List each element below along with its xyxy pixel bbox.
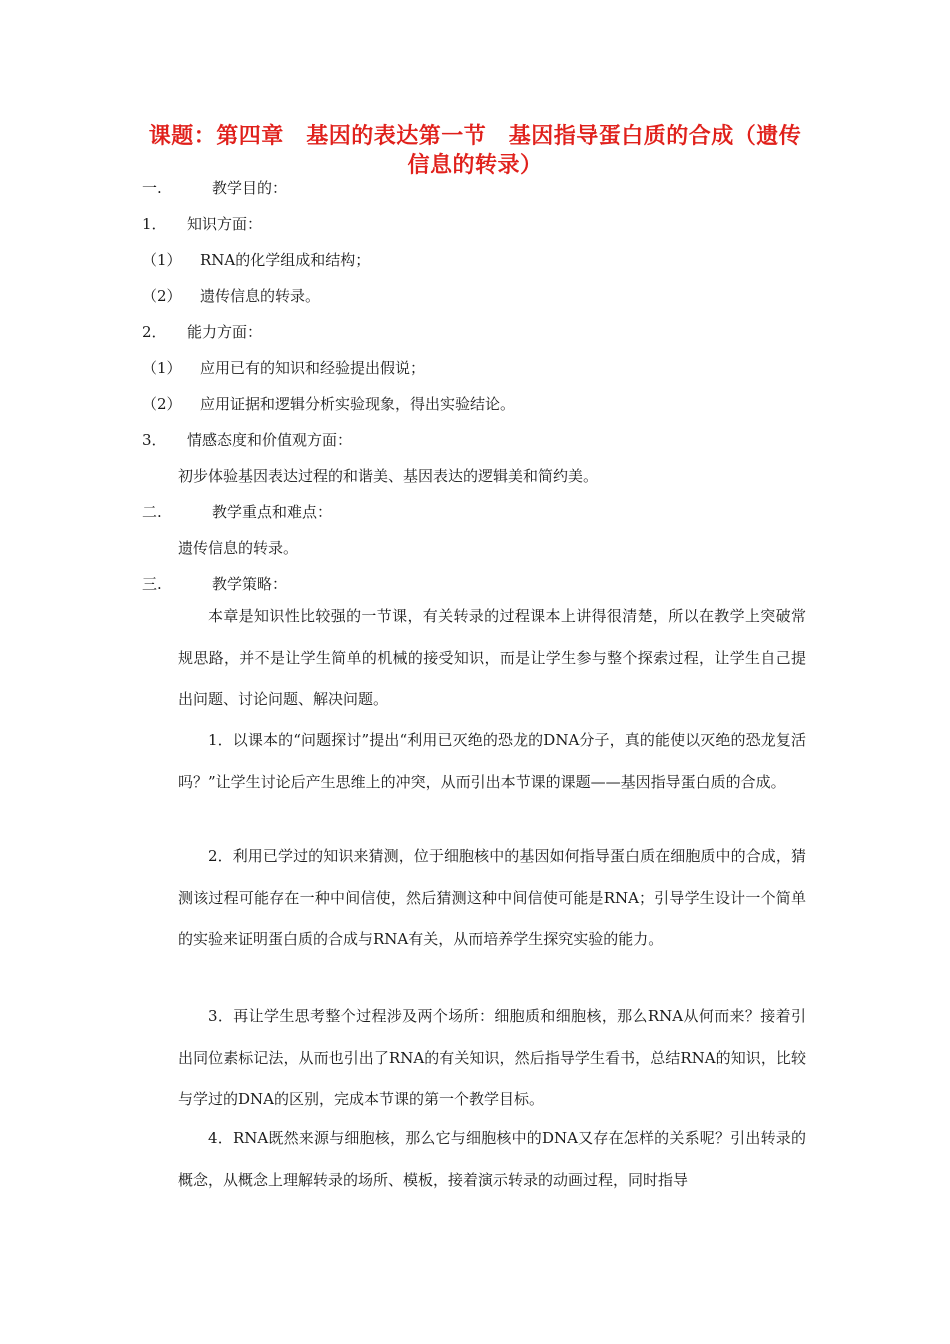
subsection-label: 能力方面：	[187, 323, 263, 341]
paragraph: 4．RNA既然来源与细胞核，那么它与细胞核中的DNA又存在怎样的关系呢？引出转录的概念，从概念上理解转录的场所、模板，接着演示转录的动画过程，同时指导	[178, 1129, 806, 1189]
list-item-number: （1）	[142, 251, 182, 269]
list-item-text: 应用证据和逻辑分析实验现象，得出实验结论。	[200, 395, 516, 413]
list-item-text: 遗传信息的转录。	[200, 287, 321, 305]
subsection-heading-1-1	[142, 214, 262, 234]
subsection-number: 3．	[142, 431, 167, 449]
paragraph: 3．再让学生思考整个过程涉及两个场所：细胞质和细胞核，那么RNA从何而来？接着引出同位素标记法，从而也引出了RNA的有关知识，然后指导学生看书，总结RNA的知识，比较与学过的DNA的区别，完成本节课的第一个教学目标。	[178, 1007, 806, 1108]
subsection-heading-1-3	[142, 430, 352, 450]
list-item	[142, 286, 320, 306]
list-item	[142, 250, 370, 270]
list-item-number: （2）	[142, 287, 182, 305]
subsection-number: 1．	[142, 215, 167, 233]
section-label: 教学重点和难点：	[212, 503, 333, 521]
list-item-text: 应用已有的知识和经验提出假说；	[200, 359, 426, 377]
body-text: 初步体验基因表达过程的和谐美、基因表达的逻辑美和简约美。	[178, 467, 599, 485]
subsection-label: 知识方面：	[187, 215, 263, 233]
subsection-heading-1-2	[142, 322, 262, 342]
document-title: 课题：第四章 基因的表达第一节 基因指导蛋白质的合成（遗传信息的转录）	[148, 124, 802, 178]
section-heading-3	[142, 574, 287, 594]
section-heading-1	[142, 178, 287, 198]
paragraph: 2．利用已学过的知识来猜测，位于细胞核中的基因如何指导蛋白质在细胞质中的合成，猜测该过程可能存在一种中间信使，然后猜测这种中间信使可能是RNA；引导学生设计一个简单的实验来证明蛋白质的合成与RNA有关，从而培养学生探究实验的能力。	[178, 847, 806, 948]
list-item	[142, 394, 515, 414]
list-item-number: （2）	[142, 395, 182, 413]
list-item-number: （1）	[142, 359, 182, 377]
subsection-number: 2．	[142, 323, 167, 341]
section-number: 一.	[142, 179, 162, 197]
section-label: 教学目的：	[212, 179, 288, 197]
section-heading-2	[142, 502, 332, 522]
paragraph: 本章是知识性比较强的一节课，有关转录的过程课本上讲得很清楚，所以在教学上突破常规思路，并不是让学生简单的机械的接受知识，而是让学生参与整个探索过程，让学生自己提出问题、讨论问题、解决问题。	[178, 607, 806, 708]
section-number: 三.	[142, 575, 162, 593]
list-item	[142, 358, 425, 378]
paragraph: 1．以课本的“问题探讨”提出“利用已灭绝的恐龙的DNA分子，真的能使以灭绝的恐龙复活吗？”让学生讨论后产生思维上的冲突，从而引出本节课的课题——基因指导蛋白质的合成。	[178, 731, 806, 791]
section-number: 二.	[142, 503, 162, 521]
subsection-label: 情感态度和价值观方面：	[187, 431, 353, 449]
list-item-text: RNA的化学组成和结构；	[200, 251, 371, 269]
section-label: 教学策略：	[212, 575, 288, 593]
body-text: 遗传信息的转录。	[178, 539, 299, 557]
